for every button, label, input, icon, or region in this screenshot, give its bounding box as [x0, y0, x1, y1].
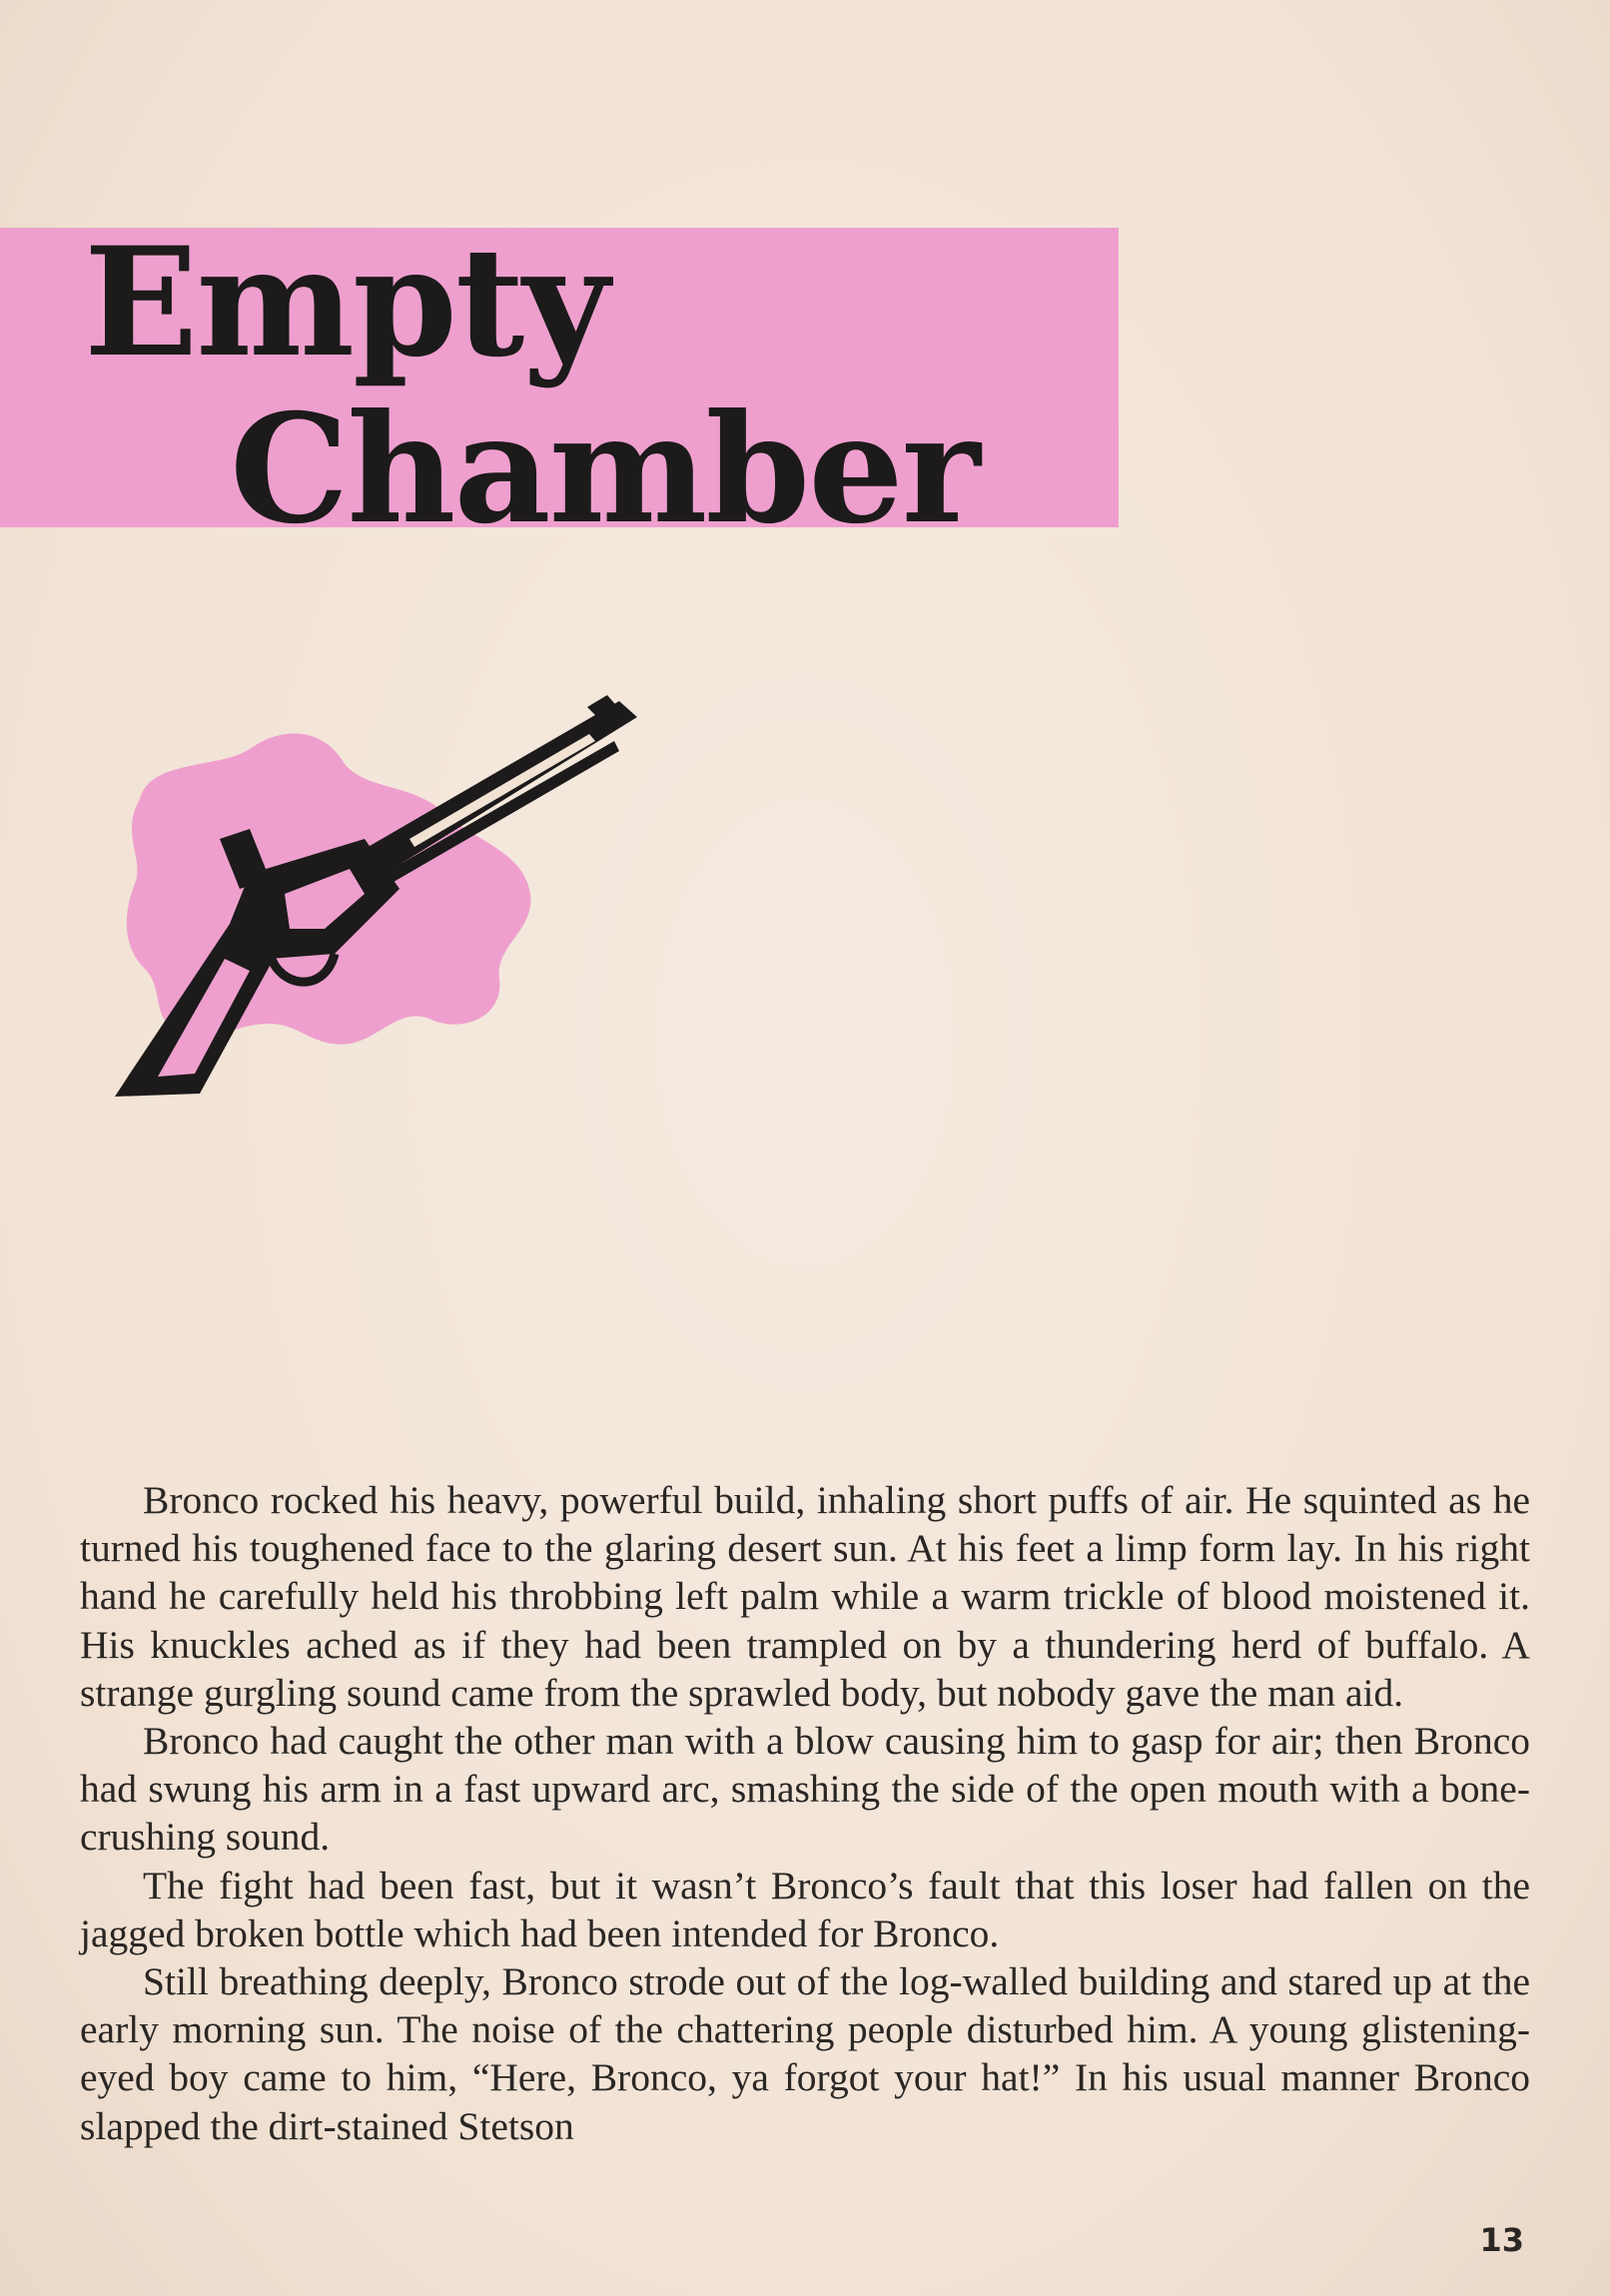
story-title-line-1: Empty: [84, 215, 608, 390]
pistol-illustration: [110, 689, 649, 1109]
paragraph-3: The fight had been fast, but it wasn’t Bronco’s fault that this loser had fallen on the jagged broken bottle which had been intended for Bronco.: [80, 1863, 1530, 1955]
paragraph-1: Bronco rocked his heavy, powerful build, inhaling short puffs of air. He squinted as he turned his toughened face to the glaring desert sun. At his feet a limp form lay. In his right hand he carefully held his throbbing left palm while a warm trickle of blood moistened it. His knuckles ached as if they had been trampled on by a thundering herd of buffalo. A strange gurgling sound came from the sprawled body, but nobody gave the man aid.: [80, 1478, 1530, 1715]
paragraph-4: Still breathing deeply, Bronco strode out of the log-walled building and stared up at the early morning sun. The noise of the chattering people disturbed him. A young glistening-eyed boy came to him, “Here, Bronco, ya forgot your hat!” In his usual manner Bronco slapped the dirt-stained Stetson: [80, 1959, 1530, 2148]
story-title-line-2: Chamber: [230, 382, 979, 557]
pistol-barrel-highlight: [409, 734, 595, 847]
page-number: 13: [1479, 2221, 1524, 2259]
story-body: [80, 1476, 1530, 2150]
paragraph-2: Bronco had caught the other man with a blow causing him to gasp for air; then Bronco had swung his arm in a fast upward arc, smashing the side of the open mouth with a bone-crushing sound.: [80, 1719, 1530, 1860]
